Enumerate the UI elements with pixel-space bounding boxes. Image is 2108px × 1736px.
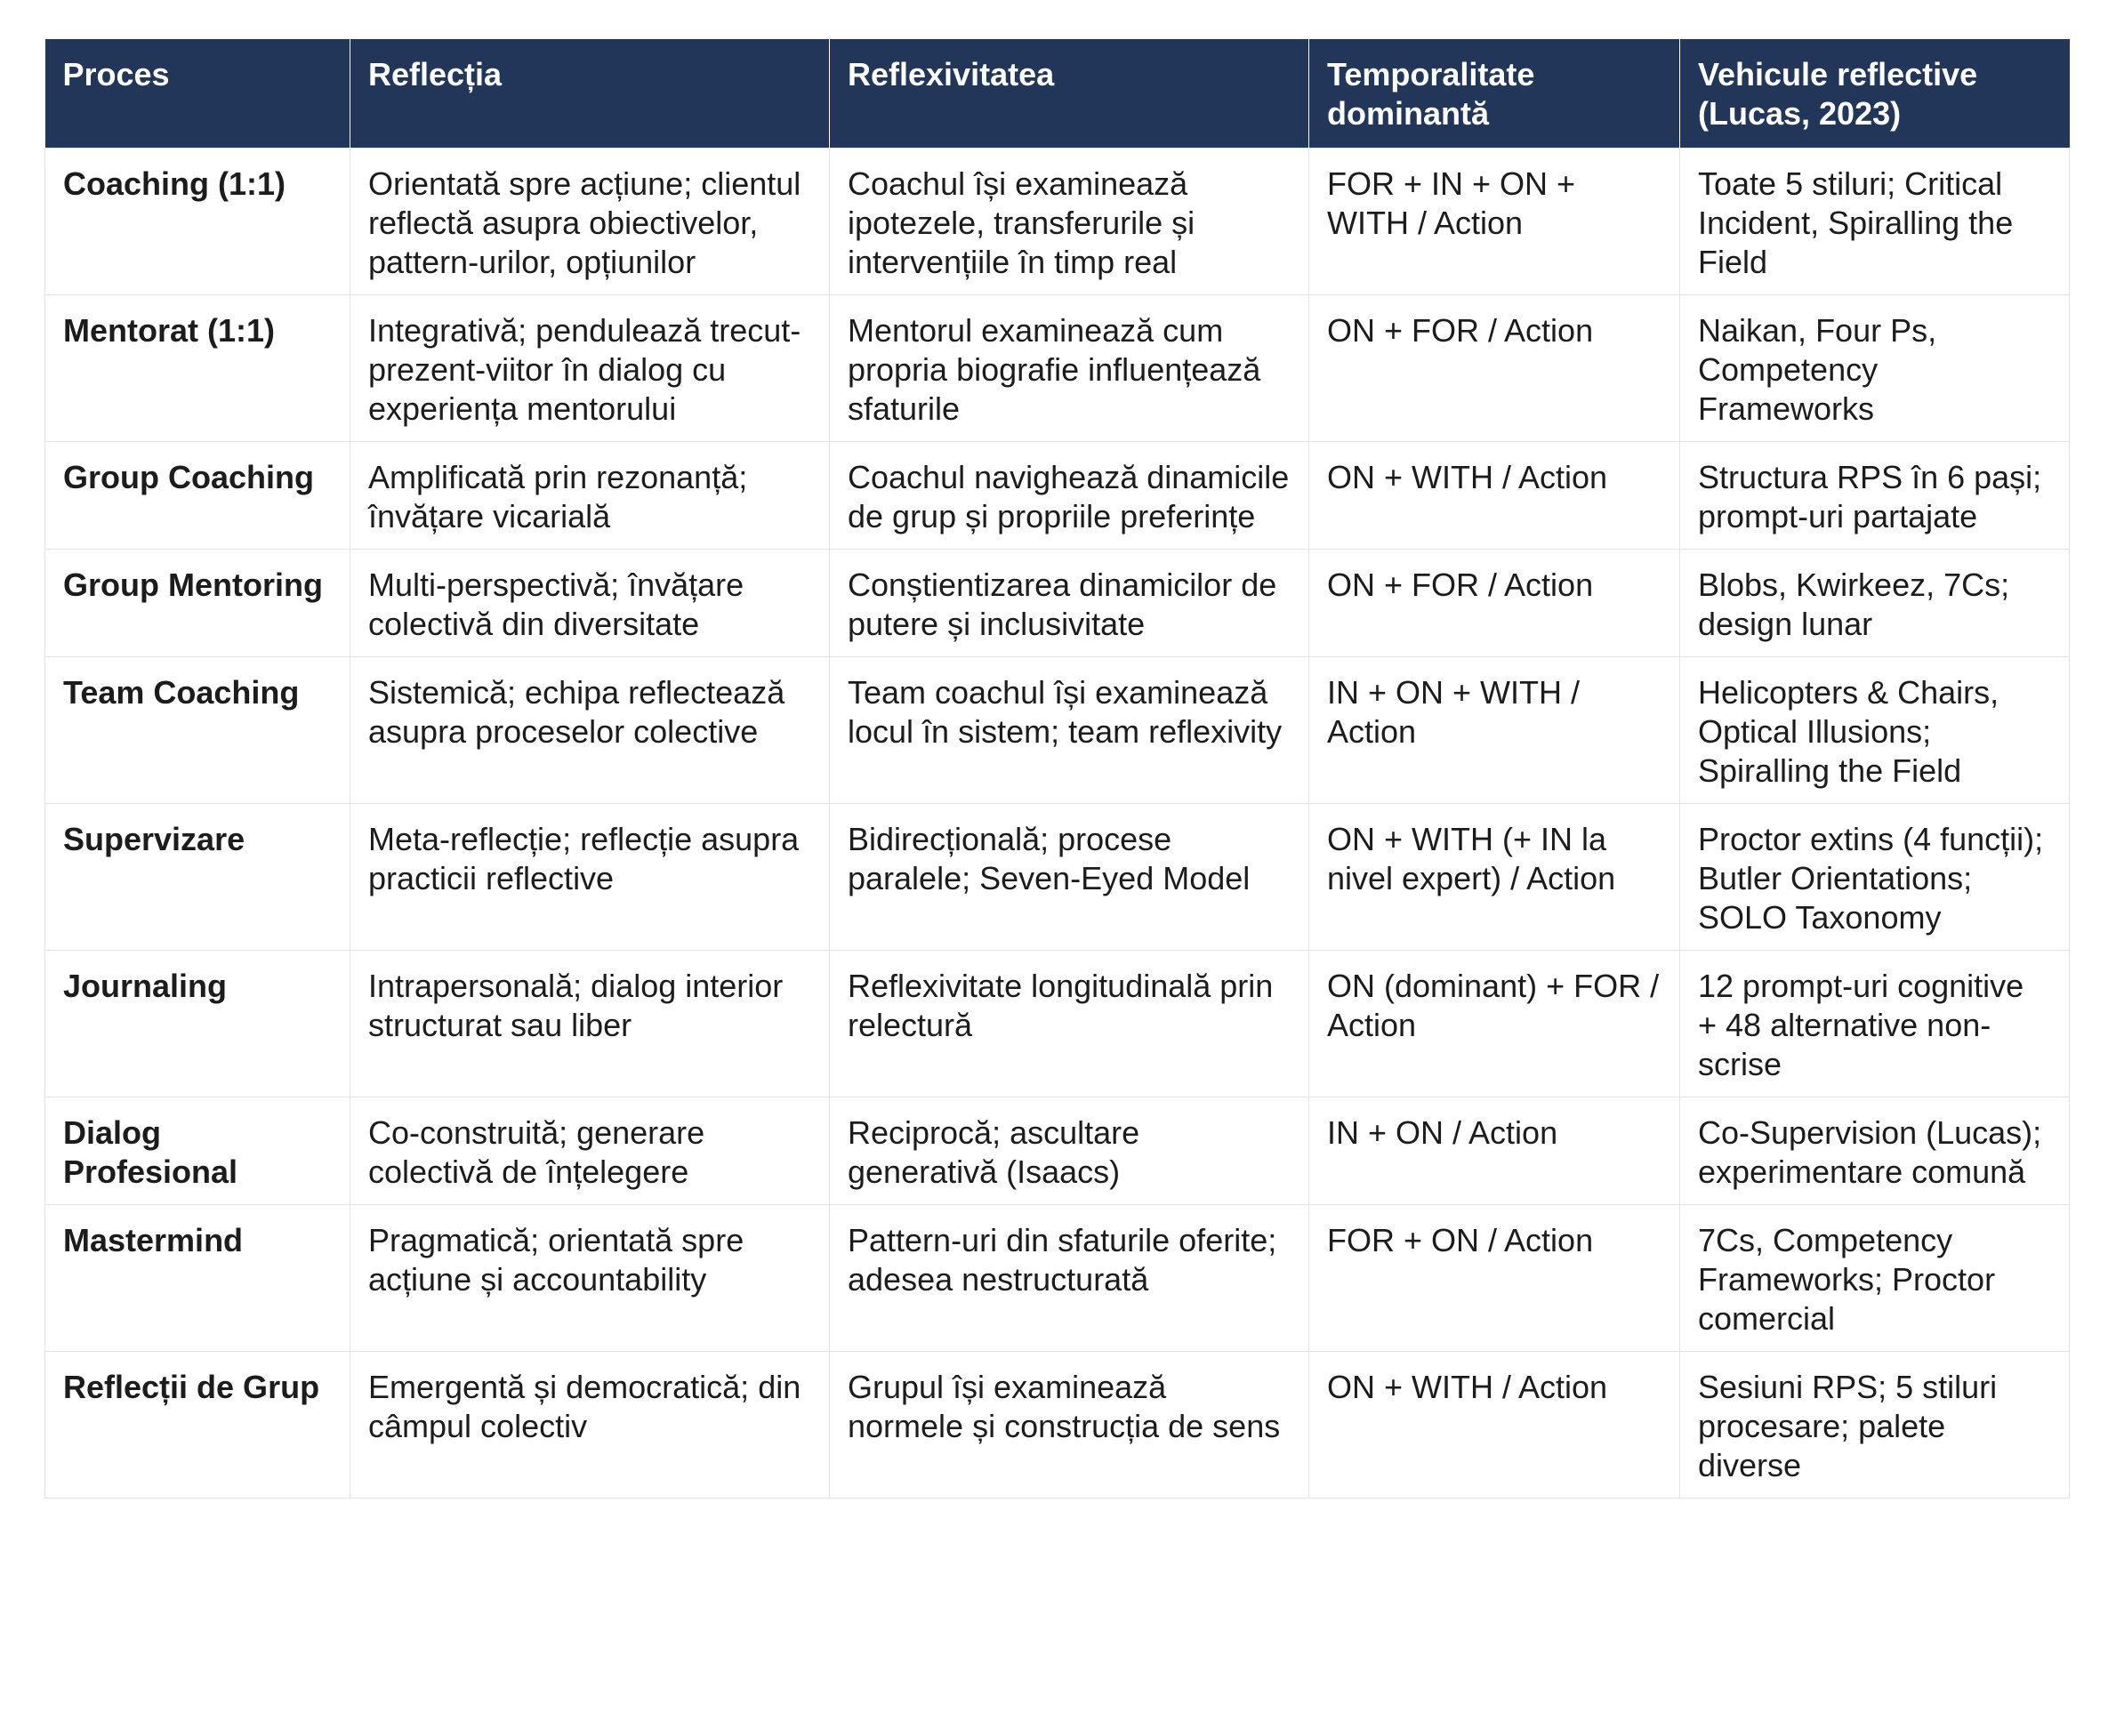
cell-reflectia: Intrapersonală; dialog interior structurat sau liber (350, 951, 830, 1097)
cell-temporalitate: IN + ON / Action (1309, 1097, 1680, 1205)
cell-reflexivitatea: Reciprocă; ascultare generativă (Isaacs) (830, 1097, 1309, 1205)
table-row (45, 951, 2070, 1097)
cell-reflexivitatea: Conștientizarea dinamicilor de putere și inclusivitate (830, 550, 1309, 657)
cell-reflexivitatea: Coachul navighează dinamicile de grup și propriile preferințe (830, 442, 1309, 550)
table-row (45, 550, 2070, 657)
cell-proces: Reflecții de Grup (45, 1352, 350, 1499)
cell-vehicule: Proctor extins (4 funcții); Butler Orientations; SOLO Taxonomy (1680, 804, 2070, 951)
cell-proces: Dialog Profesional (45, 1097, 350, 1205)
header-reflectia: Reflecția (350, 39, 830, 149)
cell-reflectia: Pragmatică; orientată spre acțiune și accountability (350, 1205, 830, 1352)
cell-proces: Journaling (45, 951, 350, 1097)
cell-vehicule: Sesiuni RPS; 5 stiluri procesare; palete diverse (1680, 1352, 2070, 1499)
cell-proces: Supervizare (45, 804, 350, 951)
cell-temporalitate: ON + FOR / Action (1309, 550, 1680, 657)
cell-vehicule: Co-Supervision (Lucas); experimentare comună (1680, 1097, 2070, 1205)
cell-temporalitate: ON + WITH / Action (1309, 442, 1680, 550)
cell-temporalitate: IN + ON + WITH / Action (1309, 657, 1680, 804)
cell-reflexivitatea: Mentorul examinează cum propria biografie influențează sfaturile (830, 295, 1309, 442)
table-row (45, 1097, 2070, 1205)
table-row (45, 657, 2070, 804)
cell-reflectia: Amplificată prin rezonanță; învățare vicarială (350, 442, 830, 550)
cell-temporalitate: ON + FOR / Action (1309, 295, 1680, 442)
header-reflexivitatea: Reflexivitatea (830, 39, 1309, 149)
cell-proces: Team Coaching (45, 657, 350, 804)
cell-reflectia: Orientată spre acțiune; clientul reflectă asupra obiectivelor, pattern-urilor, opțiunilor (350, 149, 830, 295)
cell-vehicule: Structura RPS în 6 pași; prompt-uri partajate (1680, 442, 2070, 550)
table-row (45, 149, 2070, 295)
cell-reflectia: Emergentă și democratică; din câmpul colectiv (350, 1352, 830, 1499)
cell-proces: Mentorat (1:1) (45, 295, 350, 442)
cell-vehicule: 12 prompt-uri cognitive + 48 alternative non-scrise (1680, 951, 2070, 1097)
cell-reflexivitatea: Coachul își examinează ipotezele, transferurile și intervențiile în timp real (830, 149, 1309, 295)
cell-proces: Group Mentoring (45, 550, 350, 657)
cell-proces: Coaching (1:1) (45, 149, 350, 295)
cell-vehicule: 7Cs, Competency Frameworks; Proctor comercial (1680, 1205, 2070, 1352)
header-temporalitate: Temporalitate dominantă (1309, 39, 1680, 149)
cell-proces: Mastermind (45, 1205, 350, 1352)
cell-vehicule: Toate 5 stiluri; Critical Incident, Spiralling the Field (1680, 149, 2070, 295)
cell-reflexivitatea: Bidirecțională; procese paralele; Seven-Eyed Model (830, 804, 1309, 951)
cell-temporalitate: FOR + ON / Action (1309, 1205, 1680, 1352)
header-vehicule: Vehicule reflective (Lucas, 2023) (1680, 39, 2070, 149)
cell-temporalitate: ON + WITH / Action (1309, 1352, 1680, 1499)
cell-proces: Group Coaching (45, 442, 350, 550)
header-row (45, 39, 2070, 149)
cell-reflexivitatea: Team coachul își examinează locul în sistem; team reflexivity (830, 657, 1309, 804)
cell-reflectia: Multi-perspectivă; învățare colectivă din diversitate (350, 550, 830, 657)
cell-reflectia: Integrativă; pendulează trecut-prezent-viitor în dialog cu experiența mentorului (350, 295, 830, 442)
table-row (45, 295, 2070, 442)
cell-temporalitate: FOR + IN + ON + WITH / Action (1309, 149, 1680, 295)
cell-reflectia: Meta-reflecție; reflecție asupra practicii reflective (350, 804, 830, 951)
cell-reflexivitatea: Pattern-uri din sfaturile oferite; adesea nestructurată (830, 1205, 1309, 1352)
cell-vehicule: Naikan, Four Ps, Competency Frameworks (1680, 295, 2070, 442)
cell-reflexivitatea: Grupul își examinează normele și construcția de sens (830, 1352, 1309, 1499)
table-row (45, 804, 2070, 951)
cell-reflexivitatea: Reflexivitate longitudinală prin relectură (830, 951, 1309, 1097)
cell-reflectia: Co-construită; generare colectivă de înțelegere (350, 1097, 830, 1205)
header-proces: Proces (45, 39, 350, 149)
cell-vehicule: Blobs, Kwirkeez, 7Cs; design lunar (1680, 550, 2070, 657)
comparison-table (44, 39, 2070, 1499)
cell-temporalitate: ON + WITH (+ IN la nivel expert) / Action (1309, 804, 1680, 951)
table-row (45, 1205, 2070, 1352)
cell-vehicule: Helicopters & Chairs, Optical Illusions; Spiralling the Field (1680, 657, 2070, 804)
table-row (45, 442, 2070, 550)
cell-temporalitate: ON (dominant) + FOR / Action (1309, 951, 1680, 1097)
table-row (45, 1352, 2070, 1499)
cell-reflectia: Sistemică; echipa reflectează asupra proceselor colective (350, 657, 830, 804)
